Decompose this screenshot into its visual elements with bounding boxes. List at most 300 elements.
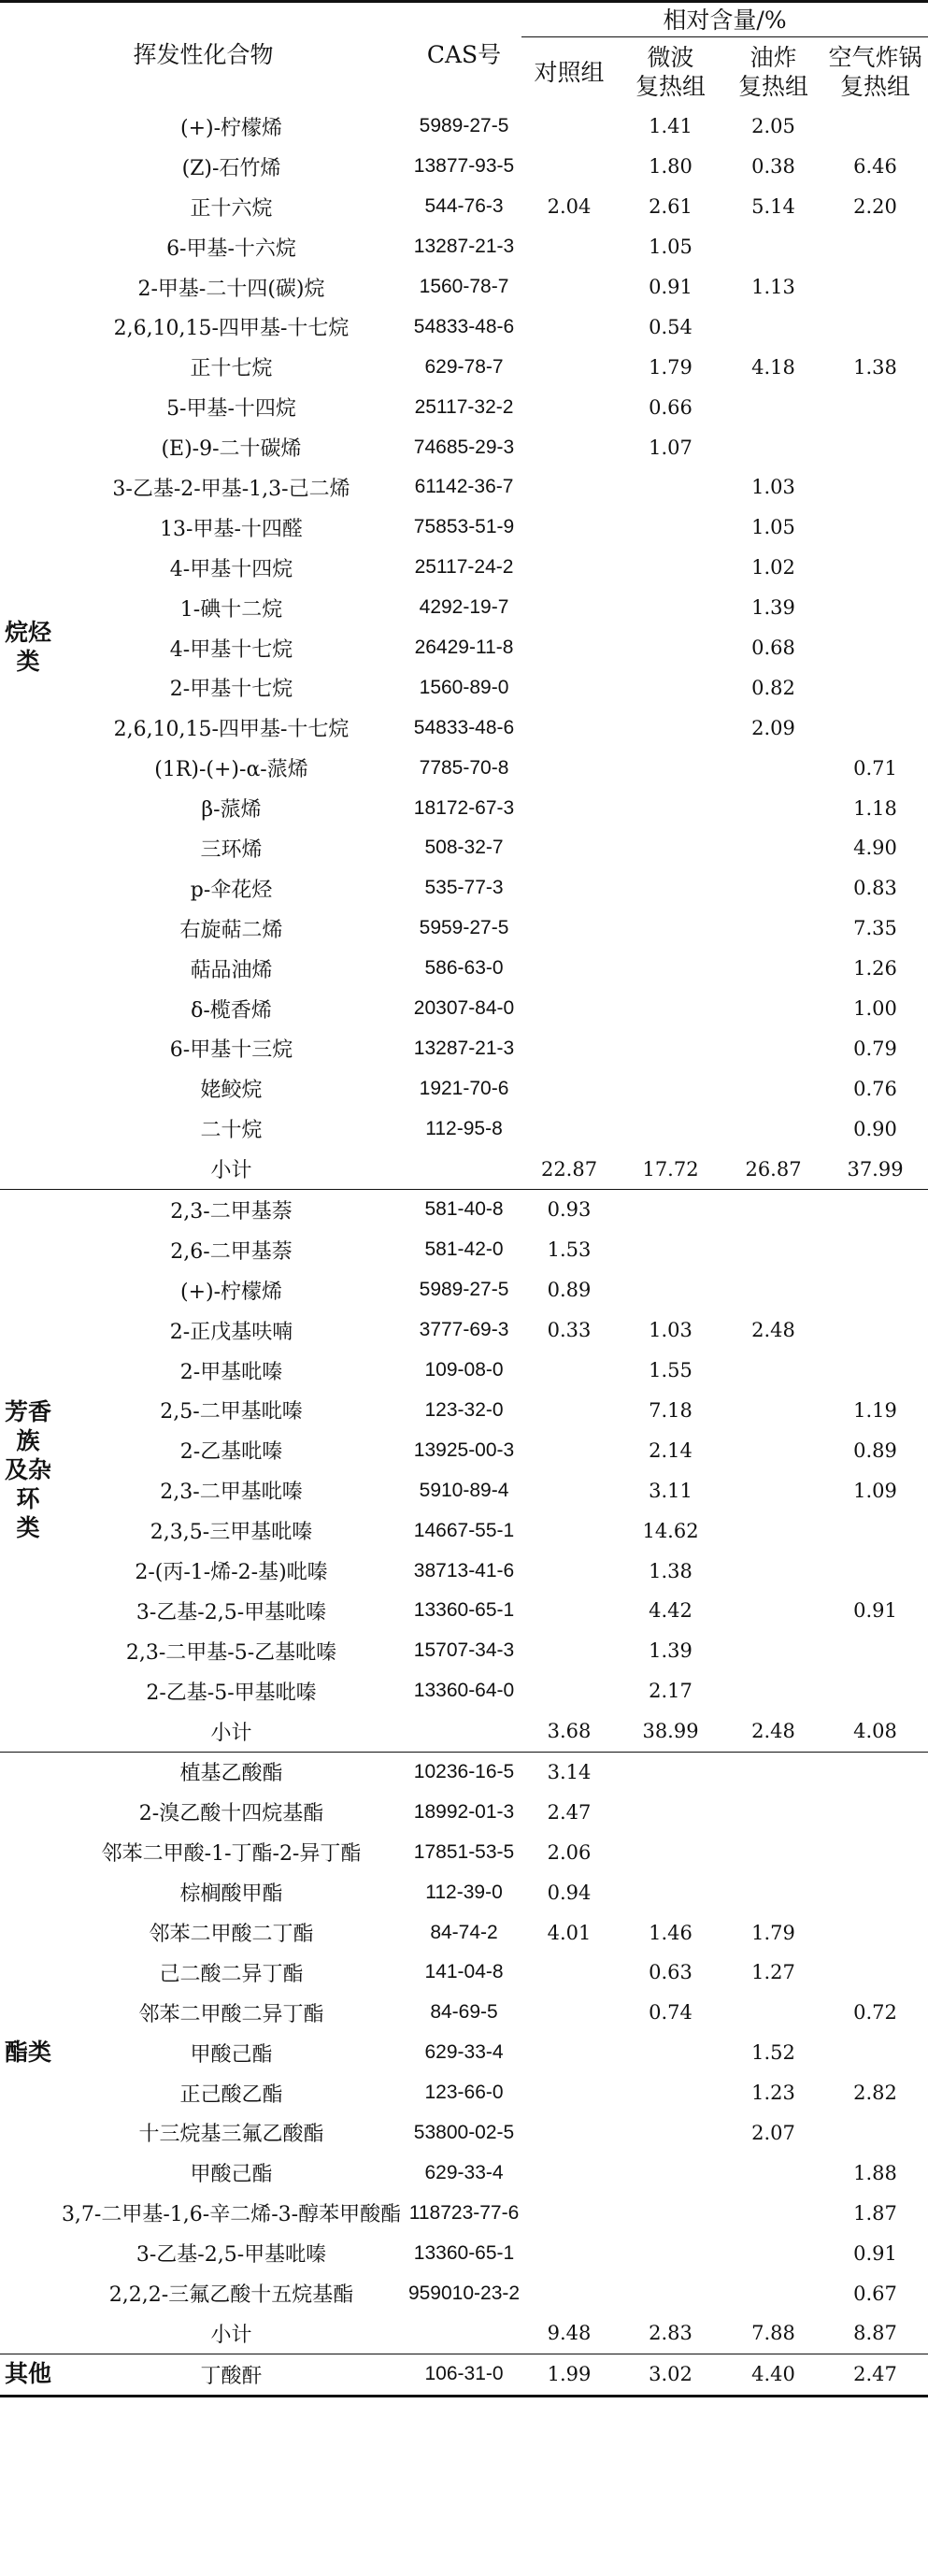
microwave-value: 17.72 xyxy=(642,1157,699,1181)
fried-value xyxy=(724,1510,822,1551)
compound-name: 2-(丙-1-烯-2-基)吡嗪 xyxy=(135,1561,328,1584)
airfryer-value: 0.91 xyxy=(853,1599,897,1623)
table-row xyxy=(0,2354,928,2396)
airfryer-value: 1.09 xyxy=(853,1479,897,1502)
fried-value xyxy=(724,1028,822,1068)
cas-number: 17851-53-5 xyxy=(413,1840,515,1863)
cas-number: 5910-89-4 xyxy=(419,1479,509,1501)
cas-number: 14667-55-1 xyxy=(413,1519,515,1541)
cas-number: 586-63-0 xyxy=(424,957,504,980)
control-value: 0.89 xyxy=(547,1279,592,1302)
control-value: 22.87 xyxy=(540,1157,598,1181)
cas-number: 18992-01-3 xyxy=(413,1800,515,1823)
table-row xyxy=(0,1671,928,1711)
compound-name: 正十七烷 xyxy=(190,357,273,381)
fried-value xyxy=(724,1351,822,1391)
microwave-value xyxy=(617,1068,724,1109)
control-value xyxy=(521,828,617,868)
compound-name: 二十烷 xyxy=(200,1119,263,1143)
airfryer-value: 4.90 xyxy=(853,837,897,860)
cas-number: 75853-51-9 xyxy=(413,516,515,538)
airfryer-value: 0.79 xyxy=(853,1037,897,1060)
microwave-value xyxy=(617,588,724,628)
compound-name: 棕榈酸甲酯 xyxy=(179,1882,283,1907)
compound-name: δ-榄香烯 xyxy=(191,998,272,1023)
airfryer-value xyxy=(822,1631,928,1671)
fried-value xyxy=(724,868,822,909)
cas-number xyxy=(407,1711,521,1752)
fried-value: 26.87 xyxy=(745,1157,802,1181)
airfryer-value xyxy=(822,1190,928,1230)
table-row xyxy=(0,1912,928,1953)
microwave-value: 0.63 xyxy=(649,1961,692,1984)
fried-value xyxy=(724,1391,822,1431)
compound-name: 2,3-二甲基吡嗪 xyxy=(160,1481,303,1505)
microwave-value xyxy=(617,1190,724,1230)
microwave-value: 1.79 xyxy=(649,355,692,379)
fried-value xyxy=(724,1430,822,1470)
control-value xyxy=(521,548,617,588)
table-row xyxy=(0,909,928,949)
airfryer-value xyxy=(822,1912,928,1953)
compound-name: 2,3-二甲基萘 xyxy=(56,1190,407,1230)
airfryer-value: 1.87 xyxy=(853,2201,897,2225)
category-label: 烷烃类 xyxy=(4,620,51,676)
fried-value xyxy=(724,427,822,467)
compound-name: 邻苯二甲酸二异丁酯 xyxy=(138,2002,324,2026)
cas-number: 3777-69-3 xyxy=(419,1319,509,1341)
fried-value xyxy=(724,828,822,868)
airfryer-value: 4.08 xyxy=(853,1720,897,1743)
fried-value: 2.09 xyxy=(751,716,795,739)
cas-number: 13360-64-0 xyxy=(413,1680,515,1702)
microwave-value xyxy=(617,1792,724,1832)
cas-number: 13287-21-3 xyxy=(413,236,515,258)
control-value xyxy=(521,748,617,788)
compound-name: 2-乙基吡嗪 xyxy=(179,1440,283,1465)
fried-value xyxy=(724,2273,822,2313)
table-row xyxy=(0,1631,928,1671)
airfryer-value: 0.76 xyxy=(853,1077,897,1100)
control-value: 3.68 xyxy=(547,1720,592,1743)
airfryer-value: 0.90 xyxy=(853,1117,897,1140)
compound-name: (E)-9-二十碳烯 xyxy=(161,437,302,462)
control-value xyxy=(521,147,617,187)
microwave-value: 2.61 xyxy=(649,195,692,219)
table-row xyxy=(0,2233,928,2273)
control-value xyxy=(521,1551,617,1591)
compound-name: 2,3,5-三甲基吡嗪 xyxy=(150,1521,313,1545)
compound-name: (+)-柠檬烯 xyxy=(179,1280,283,1304)
compound-name: 2-甲基十七烷 xyxy=(169,678,293,702)
compound-name: 1-碘十二烷 xyxy=(179,597,283,622)
fried-value: 0.68 xyxy=(751,637,795,660)
control-value xyxy=(521,427,617,467)
table-row xyxy=(0,548,928,588)
microwave-value: 38.99 xyxy=(642,1720,699,1743)
cas-number: 84-69-5 xyxy=(430,2001,498,2024)
airfryer-value xyxy=(822,307,928,347)
microwave-value: 1.46 xyxy=(649,1921,692,1944)
cas-number: 112-39-0 xyxy=(425,1881,503,1903)
airfryer-value: 8.87 xyxy=(853,2322,897,2345)
microwave-value xyxy=(617,1270,724,1310)
control-value xyxy=(521,868,617,909)
cas-number: 123-32-0 xyxy=(424,1398,504,1421)
compound-name: 3-乙基-2,5-甲基吡嗪 xyxy=(136,1600,327,1624)
table-row xyxy=(0,989,928,1029)
control-value xyxy=(521,628,617,668)
compound-name: 3,7-二甲基-1,6-辛二烯-3-醇苯甲酸酯 xyxy=(61,2203,402,2227)
table-row xyxy=(0,1230,928,1270)
microwave-value: 1.80 xyxy=(649,155,692,179)
airfryer-value: 0.89 xyxy=(853,1438,897,1462)
airfryer-value xyxy=(822,1953,928,1993)
microwave-value: 0.91 xyxy=(649,276,692,298)
airfryer-value xyxy=(822,1792,928,1832)
cas-number: 629-33-4 xyxy=(424,2161,504,2183)
cas-number: 5959-27-5 xyxy=(419,917,509,939)
table-row xyxy=(0,788,928,828)
microwave-value xyxy=(617,2113,724,2154)
subtotal-row xyxy=(0,1711,928,1752)
table-row xyxy=(0,1591,928,1631)
cas-number: 629-78-7 xyxy=(424,355,504,378)
compound-name: β-蒎烯 xyxy=(201,798,262,823)
fried-value: 1.52 xyxy=(751,2041,795,2065)
airfryer-value xyxy=(822,227,928,267)
cas-number xyxy=(407,2313,521,2354)
microwave-value xyxy=(617,2033,724,2073)
header-compound: 挥发性化合物 xyxy=(0,2,407,107)
fried-value xyxy=(724,1872,822,1912)
control-value xyxy=(521,2193,617,2233)
table-row xyxy=(0,107,928,147)
compound-name: 右旋萜二烯 xyxy=(179,918,283,942)
category-label: 酯类 xyxy=(0,1752,56,2354)
microwave-value: 2.17 xyxy=(649,1680,692,1703)
fried-value xyxy=(724,307,822,347)
control-value xyxy=(521,2033,617,2073)
compound-name: p-伞花烃 xyxy=(190,878,273,902)
microwave-value xyxy=(617,2233,724,2273)
compound-name: 3-乙基-2-甲基-1,3-己二烯 xyxy=(112,477,350,501)
microwave-value: 2.14 xyxy=(649,1438,692,1462)
fried-value: 1.23 xyxy=(751,2082,795,2105)
fried-value xyxy=(724,387,822,427)
control-value xyxy=(521,1430,617,1470)
microwave-value: 1.41 xyxy=(649,115,692,138)
compound-name: 6-甲基十三烷 xyxy=(169,1038,293,1063)
cas-number: 5989-27-5 xyxy=(419,1279,509,1301)
cas-number: 141-04-8 xyxy=(424,1961,504,1983)
category-label: 其他 xyxy=(0,2354,56,2396)
control-value: 9.48 xyxy=(547,2322,592,2345)
table-row xyxy=(0,427,928,467)
airfryer-value xyxy=(822,2033,928,2073)
control-value xyxy=(521,1391,617,1431)
table-row xyxy=(0,1551,928,1591)
microwave-value: 7.18 xyxy=(649,1398,692,1422)
control-value: 2.47 xyxy=(547,1800,592,1824)
compound-name: 邻苯二甲酸-1-丁酯-2-异丁酯 xyxy=(101,1842,362,1867)
airfryer-value xyxy=(822,708,928,748)
control-value xyxy=(521,1631,617,1671)
cas-number: 7785-70-8 xyxy=(419,756,509,779)
compound-name: 2-正戊基呋喃 xyxy=(169,1320,293,1344)
cas-number: 1921-70-6 xyxy=(419,1077,509,1099)
fried-value: 2.48 xyxy=(751,1720,795,1743)
table-row xyxy=(0,949,928,989)
microwave-value: 4.42 xyxy=(649,1599,692,1623)
fried-value: 2.48 xyxy=(751,1319,795,1342)
cas-number: 10236-16-5 xyxy=(407,1752,521,1792)
compound-name: 2,6,10,15-四甲基-十七烷 xyxy=(113,317,350,341)
microwave-value: 0.54 xyxy=(649,315,692,338)
compound-name: (+)-柠檬烯 xyxy=(179,116,283,140)
fried-value: 1.05 xyxy=(751,516,795,539)
airfryer-value: 2.82 xyxy=(853,2082,897,2105)
airfryer-value xyxy=(822,508,928,548)
control-value xyxy=(521,788,617,828)
fried-value xyxy=(724,1230,822,1270)
microwave-value xyxy=(617,1832,724,1872)
microwave-value xyxy=(617,2193,724,2233)
compound-name: 三环烯 xyxy=(200,837,263,862)
control-value: 1.53 xyxy=(547,1238,592,1262)
header-group-microwave: 微波 复热组 xyxy=(635,44,707,100)
cas-number: 112-95-8 xyxy=(425,1117,503,1139)
control-value xyxy=(521,1671,617,1711)
control-value: 0.93 xyxy=(521,1190,617,1230)
airfryer-value: 0.91 xyxy=(853,2241,897,2265)
microwave-value: 0.74 xyxy=(649,2001,692,2025)
microwave-value xyxy=(617,868,724,909)
table-row xyxy=(0,307,928,347)
compound-name: 2,5-二甲基吡嗪 xyxy=(160,1400,303,1424)
table-row xyxy=(0,2273,928,2313)
table-row xyxy=(0,868,928,909)
fried-value: 1.39 xyxy=(751,596,795,620)
microwave-value xyxy=(617,708,724,748)
cas-number: 25117-32-2 xyxy=(414,395,514,418)
microwave-value: 1.05 xyxy=(649,236,692,259)
compound-name: 小计 xyxy=(210,1721,252,1745)
table-row xyxy=(0,1752,928,1792)
compound-name: 13-甲基-十四醛 xyxy=(160,517,303,541)
compound-name: 2,3-二甲基-5-乙基吡嗪 xyxy=(125,1640,337,1665)
fried-value: 0.82 xyxy=(751,676,795,699)
cas-number: 20307-84-0 xyxy=(413,997,515,1020)
table-row xyxy=(0,667,928,708)
airfryer-value: 0.71 xyxy=(853,756,897,780)
control-value xyxy=(521,307,617,347)
cas-number: 535-77-3 xyxy=(424,877,504,899)
cas-number: 544-76-3 xyxy=(424,195,504,218)
compound-name: 小计 xyxy=(210,1159,252,1183)
fried-value xyxy=(724,1591,822,1631)
control-value xyxy=(521,667,617,708)
table-row xyxy=(0,1068,928,1109)
cas-number: 13877-93-5 xyxy=(413,155,515,178)
fried-value: 1.03 xyxy=(751,476,795,499)
table-row xyxy=(0,1270,928,1310)
airfryer-value: 1.18 xyxy=(853,796,897,820)
control-value xyxy=(521,2153,617,2193)
fried-value xyxy=(724,1270,822,1310)
compound-name: 2,2,2-三氟乙酸十五烷基酯 xyxy=(108,2283,354,2308)
table-row xyxy=(0,387,928,427)
category-label: 芳香族 及杂环 类 xyxy=(0,1190,56,1752)
table-row xyxy=(0,1391,928,1431)
airfryer-value xyxy=(822,1551,928,1591)
cas-number: 5989-27-5 xyxy=(419,115,509,137)
control-value xyxy=(521,909,617,949)
compound-name: 2,6,10,15-四甲基-十七烷 xyxy=(113,718,350,742)
cas-number: 629-33-4 xyxy=(424,2041,504,2064)
microwave-value xyxy=(617,2153,724,2193)
airfryer-value xyxy=(822,1752,928,1792)
microwave-value xyxy=(617,2273,724,2313)
cas-number: 581-42-0 xyxy=(424,1238,504,1261)
fried-value xyxy=(724,1551,822,1591)
cas-number: 61142-36-7 xyxy=(414,476,514,498)
control-value: 0.33 xyxy=(547,1319,592,1342)
table-row xyxy=(0,467,928,508)
cas-number: 74685-29-3 xyxy=(413,436,515,458)
cas-number: 13360-65-1 xyxy=(413,2241,515,2264)
airfryer-value xyxy=(822,1270,928,1310)
microwave-value xyxy=(617,508,724,548)
table-row xyxy=(0,1470,928,1510)
control-value: 2.06 xyxy=(547,1840,592,1864)
airfryer-value xyxy=(822,107,928,147)
compound-name: 正十六烷 xyxy=(190,196,273,221)
control-value xyxy=(521,1351,617,1391)
control-value: 4.01 xyxy=(547,1921,592,1944)
fried-value xyxy=(724,909,822,949)
table-row xyxy=(0,2153,928,2193)
fried-value xyxy=(724,227,822,267)
table-row xyxy=(0,1872,928,1912)
cas-number: 4292-19-7 xyxy=(419,596,509,619)
compound-name: 邻苯二甲酸二丁酯 xyxy=(149,1923,314,1947)
airfryer-value: 1.19 xyxy=(853,1398,897,1422)
control-value xyxy=(521,1993,617,2033)
fried-value xyxy=(724,1631,822,1671)
microwave-value xyxy=(617,628,724,668)
control-value xyxy=(521,508,617,548)
cas-number: 118723-77-6 xyxy=(408,2201,520,2224)
airfryer-value: 2.20 xyxy=(853,195,897,219)
control-value xyxy=(521,2273,617,2313)
control-value xyxy=(521,467,617,508)
fried-value: 2.05 xyxy=(751,115,795,138)
table-row xyxy=(0,2073,928,2113)
microwave-value: 2.83 xyxy=(649,2322,692,2345)
table-row xyxy=(0,267,928,308)
table-row xyxy=(0,1190,928,1230)
microwave-value: 14.62 xyxy=(642,1519,699,1542)
table-row xyxy=(0,1351,928,1391)
compound-name: 6-甲基-十六烷 xyxy=(166,236,296,261)
airfryer-value xyxy=(822,267,928,308)
table-row xyxy=(0,2033,928,2073)
table-row xyxy=(0,347,928,387)
control-value xyxy=(521,267,617,308)
microwave-value xyxy=(617,788,724,828)
fried-value xyxy=(724,1109,822,1149)
compound-name: (1R)-(+)-α-蒎烯 xyxy=(154,758,308,782)
microwave-value xyxy=(617,1230,724,1270)
airfryer-value xyxy=(822,1832,928,1872)
table-row xyxy=(0,187,928,227)
airfryer-value xyxy=(822,467,928,508)
cas-number: 13360-65-1 xyxy=(413,1599,515,1622)
compound-name: 2-溴乙酸十四烷基酯 xyxy=(138,1802,324,1826)
table-row xyxy=(0,1953,928,1993)
microwave-value xyxy=(617,1752,724,1792)
control-value xyxy=(521,347,617,387)
table-row xyxy=(0,628,928,668)
control-value xyxy=(521,2233,617,2273)
airfryer-value xyxy=(822,1671,928,1711)
cas-number: 13925-00-3 xyxy=(413,1438,515,1461)
fried-value: 1.02 xyxy=(751,556,795,580)
microwave-value: 1.39 xyxy=(649,1639,692,1663)
fried-value xyxy=(724,1190,822,1230)
airfryer-value: 1.88 xyxy=(853,2161,897,2184)
microwave-value xyxy=(617,1109,724,1149)
microwave-value: 0.66 xyxy=(649,395,692,419)
microwave-value xyxy=(617,949,724,989)
control-value xyxy=(521,227,617,267)
airfryer-value: 1.00 xyxy=(853,997,897,1021)
fried-value: 2.07 xyxy=(751,2121,795,2144)
cas-number xyxy=(407,1149,521,1189)
fried-value xyxy=(724,2153,822,2193)
microwave-value: 1.07 xyxy=(649,436,692,459)
table-row xyxy=(0,748,928,788)
fried-value xyxy=(724,1832,822,1872)
microwave-value xyxy=(617,548,724,588)
fried-value: 0.38 xyxy=(751,155,795,179)
cas-number: 123-66-0 xyxy=(424,2082,504,2104)
subtotal-row xyxy=(0,1149,928,1189)
control-value: 1.99 xyxy=(521,2354,617,2396)
cas-number: 84-74-2 xyxy=(430,1921,498,1943)
compound-name: 3-乙基-2,5-甲基吡嗪 xyxy=(136,2243,327,2268)
airfryer-value: 0.72 xyxy=(853,2001,897,2025)
control-value xyxy=(521,2113,617,2154)
microwave-value xyxy=(617,1872,724,1912)
airfryer-value xyxy=(822,1230,928,1270)
cas-number: 38713-41-6 xyxy=(413,1559,515,1581)
cas-number: 1560-78-7 xyxy=(419,276,509,297)
cas-number: 18172-67-3 xyxy=(413,796,515,819)
control-value xyxy=(521,1109,617,1149)
compound-name: 2,6-二甲基萘 xyxy=(170,1239,293,1264)
compound-name: 正己酸乙酯 xyxy=(179,2082,283,2107)
table-row xyxy=(0,1832,928,1872)
control-value xyxy=(521,107,617,147)
control-value: 2.04 xyxy=(547,195,592,219)
cas-number: 54833-48-6 xyxy=(413,315,515,337)
airfryer-value: 0.67 xyxy=(853,2282,897,2305)
table-row xyxy=(0,2113,928,2154)
control-value: 3.14 xyxy=(521,1752,617,1792)
airfryer-value xyxy=(822,427,928,467)
